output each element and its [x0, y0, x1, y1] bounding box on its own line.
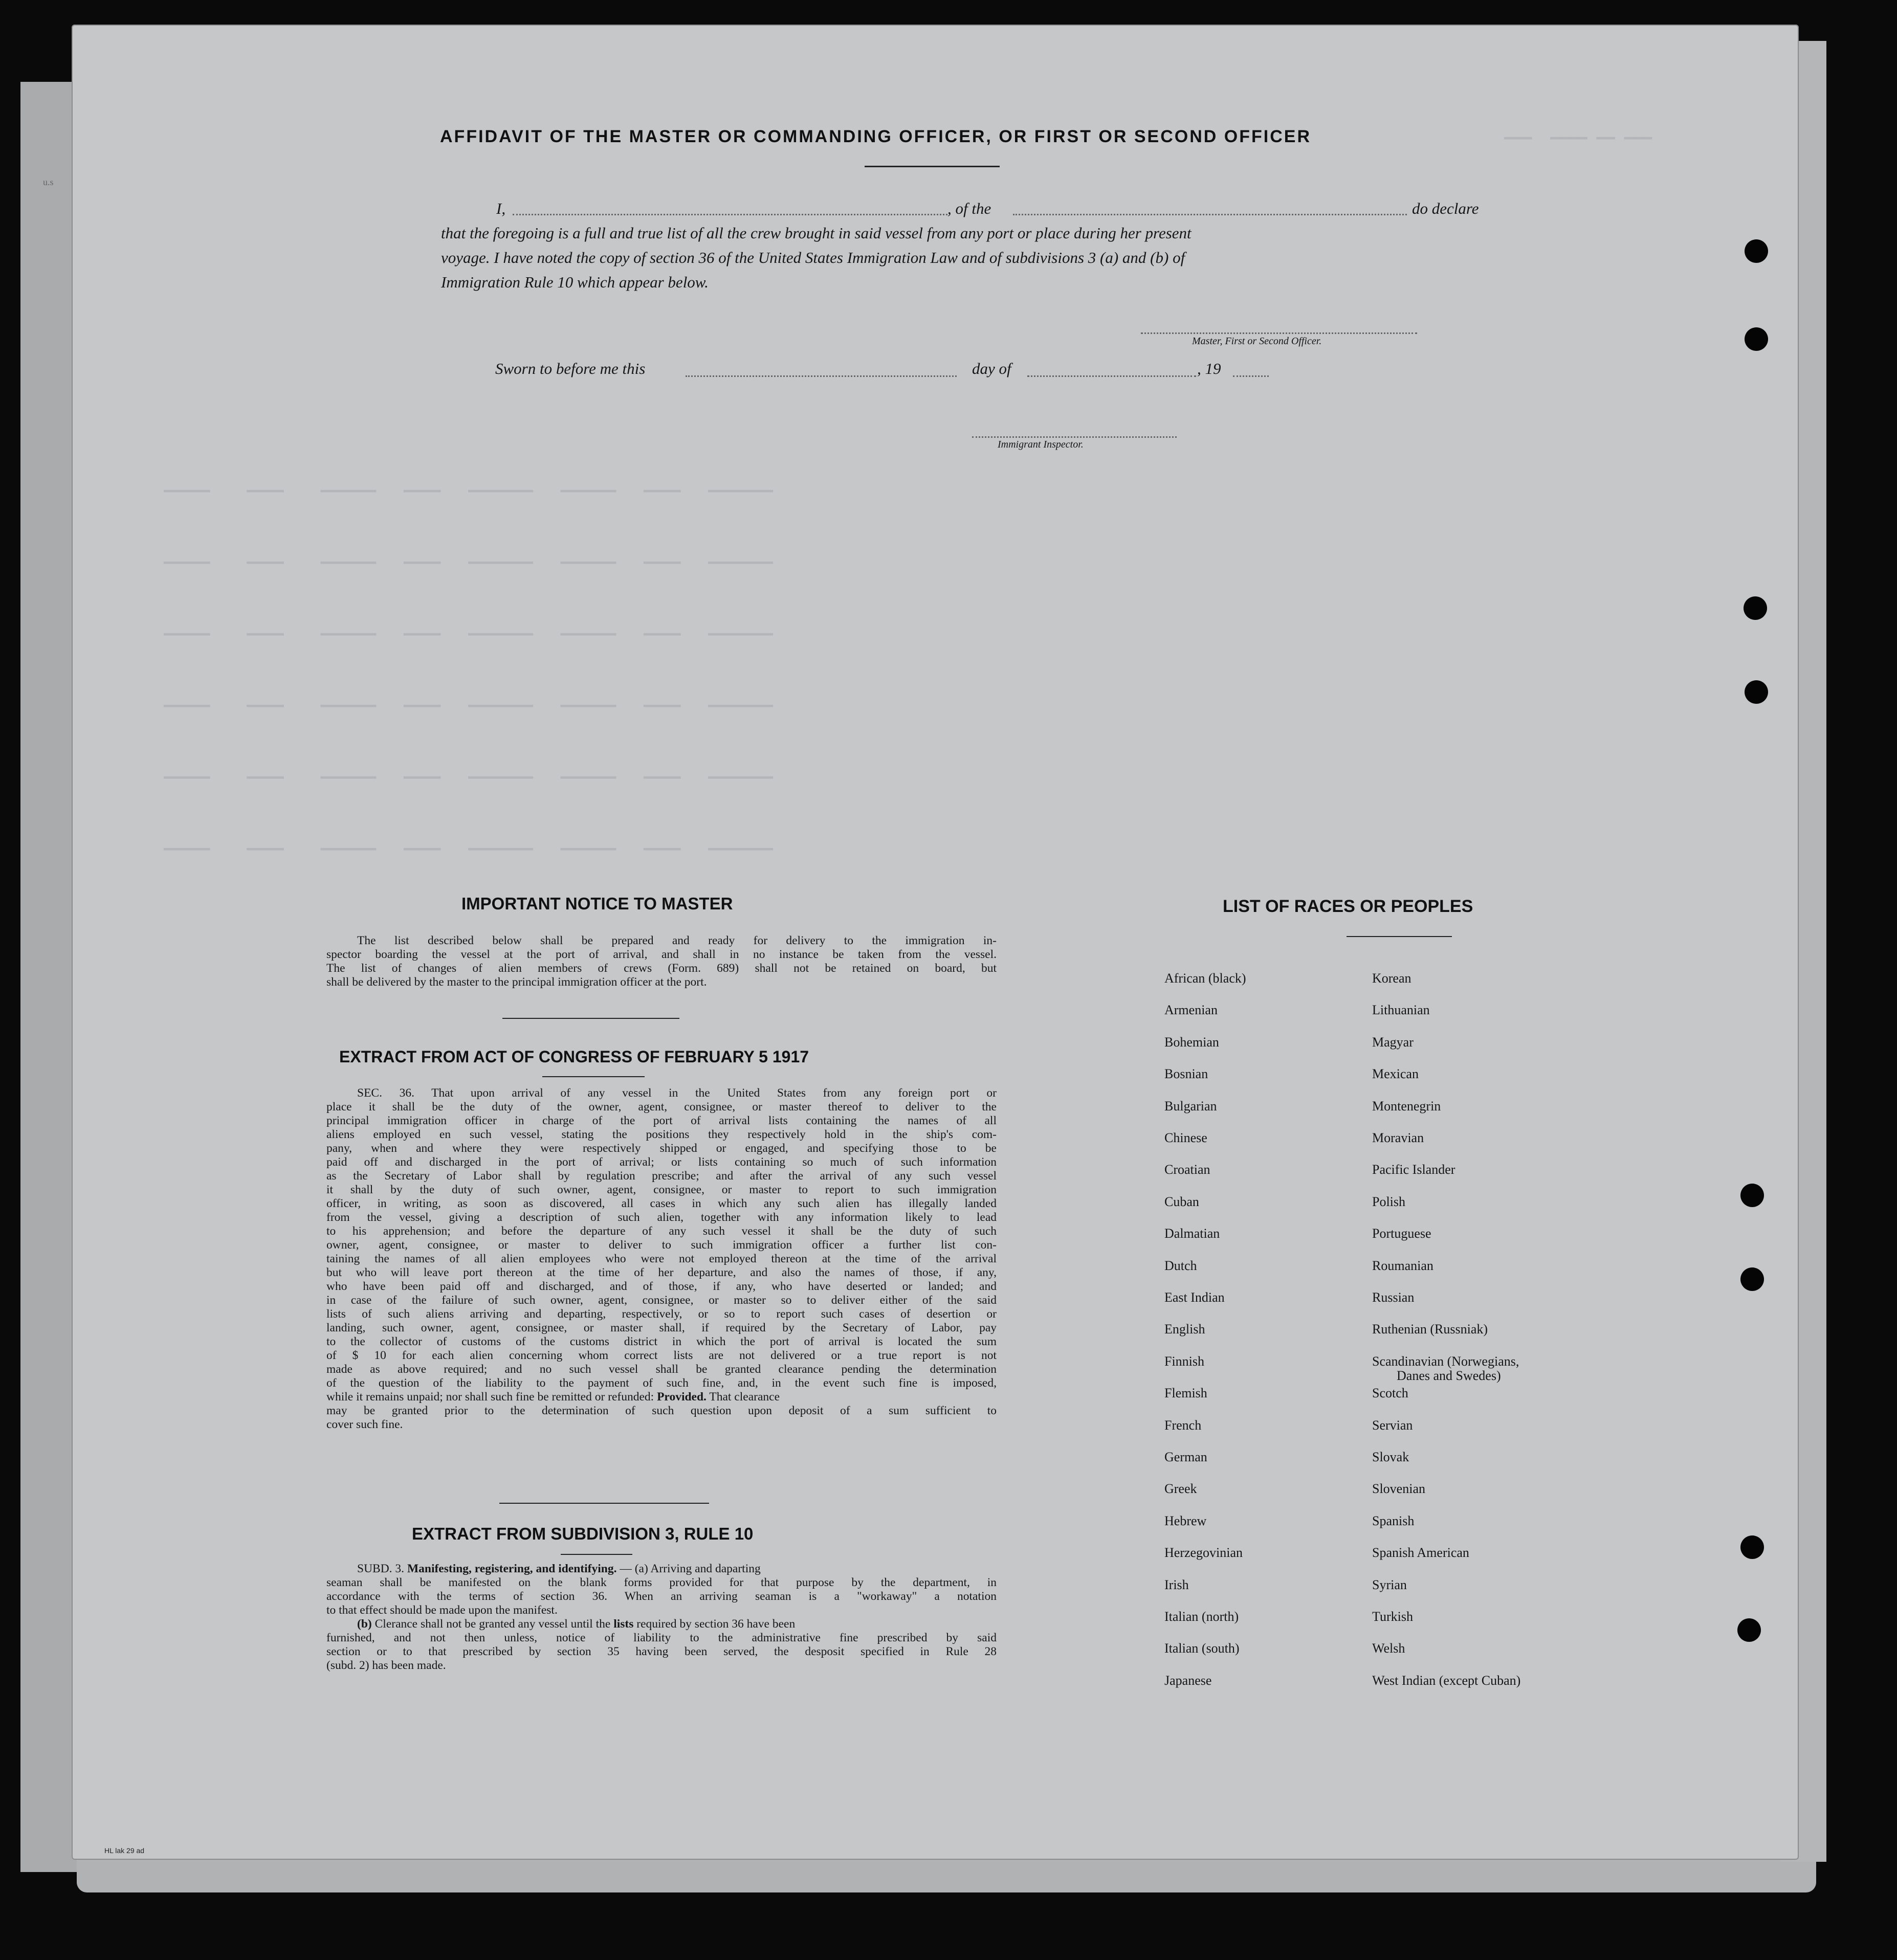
binder-hole: [1740, 1535, 1764, 1559]
act-line: to his apprehension; and before the departure of any such vessel it shall be the duty of such: [326, 1224, 997, 1238]
act-line: who have been paid off and discharged, and of those, if any, who have deserted or landed; and: [326, 1280, 997, 1293]
race-item: Dalmatian: [1164, 1226, 1220, 1241]
affidavit-line-3: voyage. I have noted the copy of section 36 of the United States Immigration Law and of subdivisions 3 (a) and (b) of: [441, 249, 1185, 266]
bleed-through-text: ▁▁▁▁▁ ▁▁▁▁ ▁▁▁▁▁▁ ▁▁▁▁ ▁▁▁▁▁▁▁ ▁▁▁▁▁▁ ▁▁▁▁ ▁▁▁▁▁▁▁: [164, 834, 773, 852]
act-line: lists of such aliens arriving and departing, respectively, or so to report such cases of desertion or: [326, 1307, 997, 1321]
rule-body: [326, 1562, 997, 1673]
rule-a-line: accordance with the terms of section 36. When an arriving seaman is a "workaway" a notation: [326, 1590, 997, 1603]
rule-title: EXTRACT FROM SUBDIVISION 3, RULE 10: [412, 1524, 754, 1543]
act-line: in case of the failure of such owner, agent, consignee, or master so to deliver either of the said: [326, 1294, 997, 1307]
race-item: Turkish: [1372, 1609, 1413, 1624]
race-item: Hebrew: [1164, 1513, 1207, 1528]
race-item: Armenian: [1164, 1003, 1218, 1018]
race-item: Mexican: [1372, 1066, 1419, 1082]
binder-hole: [1745, 327, 1768, 351]
race-item: African (black): [1164, 971, 1246, 986]
act-line: pany, when and where they were respectively shipped or engaged, and specifying those to be: [326, 1142, 997, 1155]
act-line: officer, in writing, as soon as discovered, all cases in which any such alien has illegally landed: [326, 1197, 997, 1210]
affidavit-name-blank: [513, 214, 947, 215]
race-item: East Indian: [1164, 1290, 1225, 1305]
act-line: aliens employed en such vessel, stating the positions they respectively hold in the ship's com-: [326, 1128, 997, 1141]
rule-b-line: furnished, and not then unless, notice of liability to the administrative fine prescribed by said: [326, 1631, 997, 1644]
sworn-month-blank: [1027, 375, 1196, 377]
notice-line: shall be delivered by the master to the principal immigration officer at the port.: [326, 975, 707, 989]
subd-a-rest: — (a) Arriving and daparting: [620, 1562, 761, 1575]
race-item: Greek: [1164, 1481, 1197, 1497]
bleed-through-text: ▁▁▁▁▁ ▁▁▁▁ ▁▁▁▁▁▁ ▁▁▁▁ ▁▁▁▁▁▁▁ ▁▁▁▁▁▁ ▁▁▁▁ ▁▁▁▁▁▁▁: [164, 548, 773, 565]
race-item: Montenegrin: [1372, 1098, 1441, 1113]
race-item: Bulgarian: [1164, 1098, 1217, 1113]
notice-line: The list of changes of alien members of crews (Form. 689) shall not be retained on board, but: [326, 962, 997, 975]
race-item-continuation: Danes and Swedes): [1397, 1368, 1501, 1383]
race-item: Bosnian: [1164, 1066, 1208, 1082]
race-item: Flemish: [1164, 1386, 1207, 1401]
race-item: Cuban: [1164, 1194, 1199, 1209]
race-item: Lithuanian: [1372, 1003, 1430, 1018]
race-item: West Indian (except Cuban): [1372, 1673, 1521, 1688]
act-title: EXTRACT FROM ACT OF CONGRESS OF FEBRUARY 5 1917: [339, 1048, 809, 1066]
affidavit-title-underline: [865, 166, 1000, 167]
act-line: of $ 10 for each alien concerning whom correct lists are not delivered or a true report is not: [326, 1349, 997, 1362]
rule-a-line: to that effect should be made upon the manifest.: [326, 1603, 558, 1617]
bleed-through-text: ▁▁▁ ▁▁▁▁ ▁▁ ▁▁▁: [1504, 123, 1652, 141]
race-item: Irish: [1164, 1577, 1189, 1592]
race-item: Croatian: [1164, 1162, 1210, 1177]
manifest-page: [72, 25, 1799, 1860]
race-item: Slovenian: [1372, 1481, 1425, 1497]
race-item: German: [1164, 1450, 1207, 1464]
races-title-underline: [1347, 936, 1452, 937]
act-line: it shall by the duty of such owner, agent, consignee, or master to report to such immigration: [326, 1183, 997, 1196]
race-item: Ruthenian (Russniak): [1372, 1322, 1488, 1337]
affidavit-line-2: that the foregoing is a full and true list of all the crew brought in said vessel from any port or place during her present: [441, 224, 1192, 242]
race-item: Russian: [1372, 1290, 1415, 1305]
race-item: Portuguese: [1372, 1226, 1431, 1241]
subd-heading: Manifesting, registering, and identifying.: [407, 1562, 620, 1575]
sworn-year: , 19: [1197, 360, 1221, 377]
race-item: Spanish: [1372, 1513, 1415, 1528]
act-line: made as above required; and no such vessel shall be granted clearance pending the determination: [326, 1363, 997, 1376]
bleed-through-text: ▁▁▁▁▁ ▁▁▁▁ ▁▁▁▁▁▁ ▁▁▁▁ ▁▁▁▁▁▁▁ ▁▁▁▁▁▁ ▁▁▁▁ ▁▁▁▁▁▁▁: [164, 763, 773, 780]
rule-b-line: section or to that prescribed by section 35 having been served, the desposit specified in Rule 28: [326, 1645, 997, 1658]
notice-body: [326, 934, 997, 989]
notice-line: The list described below shall be prepared and ready for delivery to the immigration in-: [357, 934, 997, 947]
rule-heading-line: [326, 1562, 997, 1576]
race-item: Magyar: [1372, 1034, 1414, 1050]
affidavit-i: I,: [496, 199, 506, 217]
act-divider: [499, 1503, 709, 1504]
rule-title-underline: [561, 1554, 632, 1555]
sworn-day-of: day of: [972, 360, 1011, 377]
notice-divider: [502, 1018, 679, 1019]
binder-hole: [1740, 1184, 1764, 1207]
binder-hole: [1740, 1267, 1764, 1291]
act-line: as the Secretary of Labor shall by regulation prescribe; and after the arrival of any such vessel: [326, 1169, 997, 1183]
race-item: Syrian: [1372, 1577, 1407, 1592]
race-item: Finnish: [1164, 1353, 1205, 1369]
act-line: may be granted prior to the determination of such question upon deposit of a sum sufficient to: [326, 1404, 997, 1417]
act-line: of the question of the liability to the payment of such fine, and, in the event such fine is imposed,: [326, 1376, 997, 1390]
binder-hole: [1745, 680, 1768, 704]
notice-line: spector boarding the vessel at the port of arrival, and shall in no instance be taken from the vessel.: [326, 948, 997, 961]
side-page-mark: u.s: [43, 177, 54, 187]
sworn-year-blank: [1233, 375, 1269, 377]
sworn-date-blank: [686, 375, 957, 377]
act-line: from the vessel, giving a description of such alien, together with any information likely to lead: [326, 1211, 997, 1224]
race-item: Servian: [1372, 1417, 1413, 1433]
race-item: English: [1164, 1322, 1205, 1337]
affidavit-do-declare: do declare: [1412, 199, 1479, 217]
b-lists: lists: [613, 1617, 637, 1631]
act-line: landing, such owner, agent, consignee, or master shall, if required by the Secretary of Labor, pay: [326, 1321, 997, 1334]
act-line-text: while it remains unpaid; nor shall such fine be remitted or refunded:: [326, 1390, 654, 1404]
act-line: but who will leave port thereon at the time of her departure, and also the names of those, if any,: [326, 1266, 997, 1279]
bleed-through-text: ▁▁▁▁▁ ▁▁▁▁ ▁▁▁▁▁▁ ▁▁▁▁ ▁▁▁▁▁▁▁ ▁▁▁▁▁▁ ▁▁▁▁ ▁▁▁▁▁▁▁: [164, 691, 773, 708]
act-line: SEC. 36. That upon arrival of any vessel in the United States from any foreign port or: [357, 1086, 997, 1100]
race-item: Chinese: [1164, 1130, 1207, 1145]
rule-a-line: seaman shall be manifested on the blank forms provided for that purpose by the department, in: [326, 1576, 997, 1589]
act-line: place it shall be the duty of the owner, agent, consignee, or master thereof to deliver to the: [326, 1100, 997, 1113]
races-title: LIST OF RACES OR PEOPLES: [1223, 897, 1473, 916]
act-body: [326, 1086, 997, 1432]
binder-hole: [1737, 1618, 1761, 1642]
race-item: Pacific Islander: [1372, 1162, 1455, 1177]
race-item: Italian (north): [1164, 1609, 1239, 1624]
race-item: Welsh: [1372, 1641, 1405, 1656]
act-line: cover such fine.: [326, 1418, 403, 1431]
bleed-through-text: ▁▁▁▁▁ ▁▁▁▁ ▁▁▁▁▁▁ ▁▁▁▁ ▁▁▁▁▁▁▁ ▁▁▁▁▁▁ ▁▁▁▁ ▁▁▁▁▁▁▁: [164, 619, 773, 637]
affidavit-of-the: , of the: [947, 199, 991, 217]
race-item: Japanese: [1164, 1673, 1212, 1688]
inspector-label: Immigrant Inspector.: [998, 439, 1084, 450]
master-label: Master, First or Second Officer.: [1192, 336, 1322, 347]
race-item: Polish: [1372, 1194, 1406, 1209]
act-line: principal immigration officer in charge of the port of arrival lists containing the names of all: [326, 1114, 997, 1127]
race-item: Spanish American: [1372, 1545, 1469, 1561]
race-item: Scotch: [1372, 1386, 1408, 1401]
affidavit-vessel-blank: [1013, 214, 1407, 215]
act-line: taining the names of all alien employees who were not employed thereon at the time of the arrival: [326, 1252, 997, 1265]
b-label: (b): [357, 1617, 375, 1631]
act-line-text: That clearance: [706, 1390, 780, 1404]
provided-term: Provided.: [654, 1390, 707, 1404]
affidavit-title: AFFIDAVIT OF THE MASTER OR COMMANDING OFFICER, OR FIRST OR SECOND OFFICER: [440, 127, 1311, 146]
affidavit-line-4: Immigration Rule 10 which appear below.: [441, 273, 709, 291]
race-item: Slovak: [1372, 1450, 1409, 1464]
race-item: French: [1164, 1417, 1202, 1433]
inspector-signature-blank: [972, 436, 1177, 438]
race-item: Italian (south): [1164, 1641, 1240, 1656]
act-line: paid off and discharged in the port of arrival; or lists containing so much of such information: [326, 1155, 997, 1169]
race-item: Herzegovinian: [1164, 1545, 1243, 1561]
binder-hole: [1745, 239, 1768, 263]
race-item: Roumanian: [1372, 1258, 1433, 1273]
master-signature-blank: [1141, 332, 1417, 334]
act-line: owner, agent, consignee, or master to deliver to such immigration officer a further list con-: [326, 1238, 997, 1252]
race-item: Bohemian: [1164, 1034, 1219, 1050]
race-item: Moravian: [1372, 1130, 1424, 1145]
subd-label: SUBD. 3.: [357, 1562, 407, 1575]
rule-b-line: (subd. 2) has been made.: [326, 1659, 446, 1672]
rule-b-first-line: [326, 1617, 997, 1631]
b-pre: Clerance shall not be granted any vessel until the: [374, 1617, 614, 1631]
act-line: to the collector of customs of the customs district in which the port of arrival is located the sum: [326, 1335, 997, 1348]
binder-hole: [1744, 596, 1767, 620]
b-post: required by section 36 have been: [636, 1617, 796, 1631]
race-item: Korean: [1372, 971, 1411, 986]
act-title-underline: [542, 1076, 645, 1077]
act-line: [326, 1390, 997, 1404]
sworn-text: Sworn to before me this: [495, 360, 646, 377]
bleed-through-text: ▁▁▁▁▁ ▁▁▁▁ ▁▁▁▁▁▁ ▁▁▁▁ ▁▁▁▁▁▁▁ ▁▁▁▁▁▁ ▁▁▁▁ ▁▁▁▁▁▁▁: [164, 476, 773, 494]
race-item: Scandinavian (Norwegians,: [1372, 1353, 1519, 1369]
notice-title: IMPORTANT NOTICE TO MASTER: [461, 894, 733, 913]
form-number: HL lak 29 ad: [104, 1846, 145, 1855]
race-item: Dutch: [1164, 1258, 1197, 1273]
